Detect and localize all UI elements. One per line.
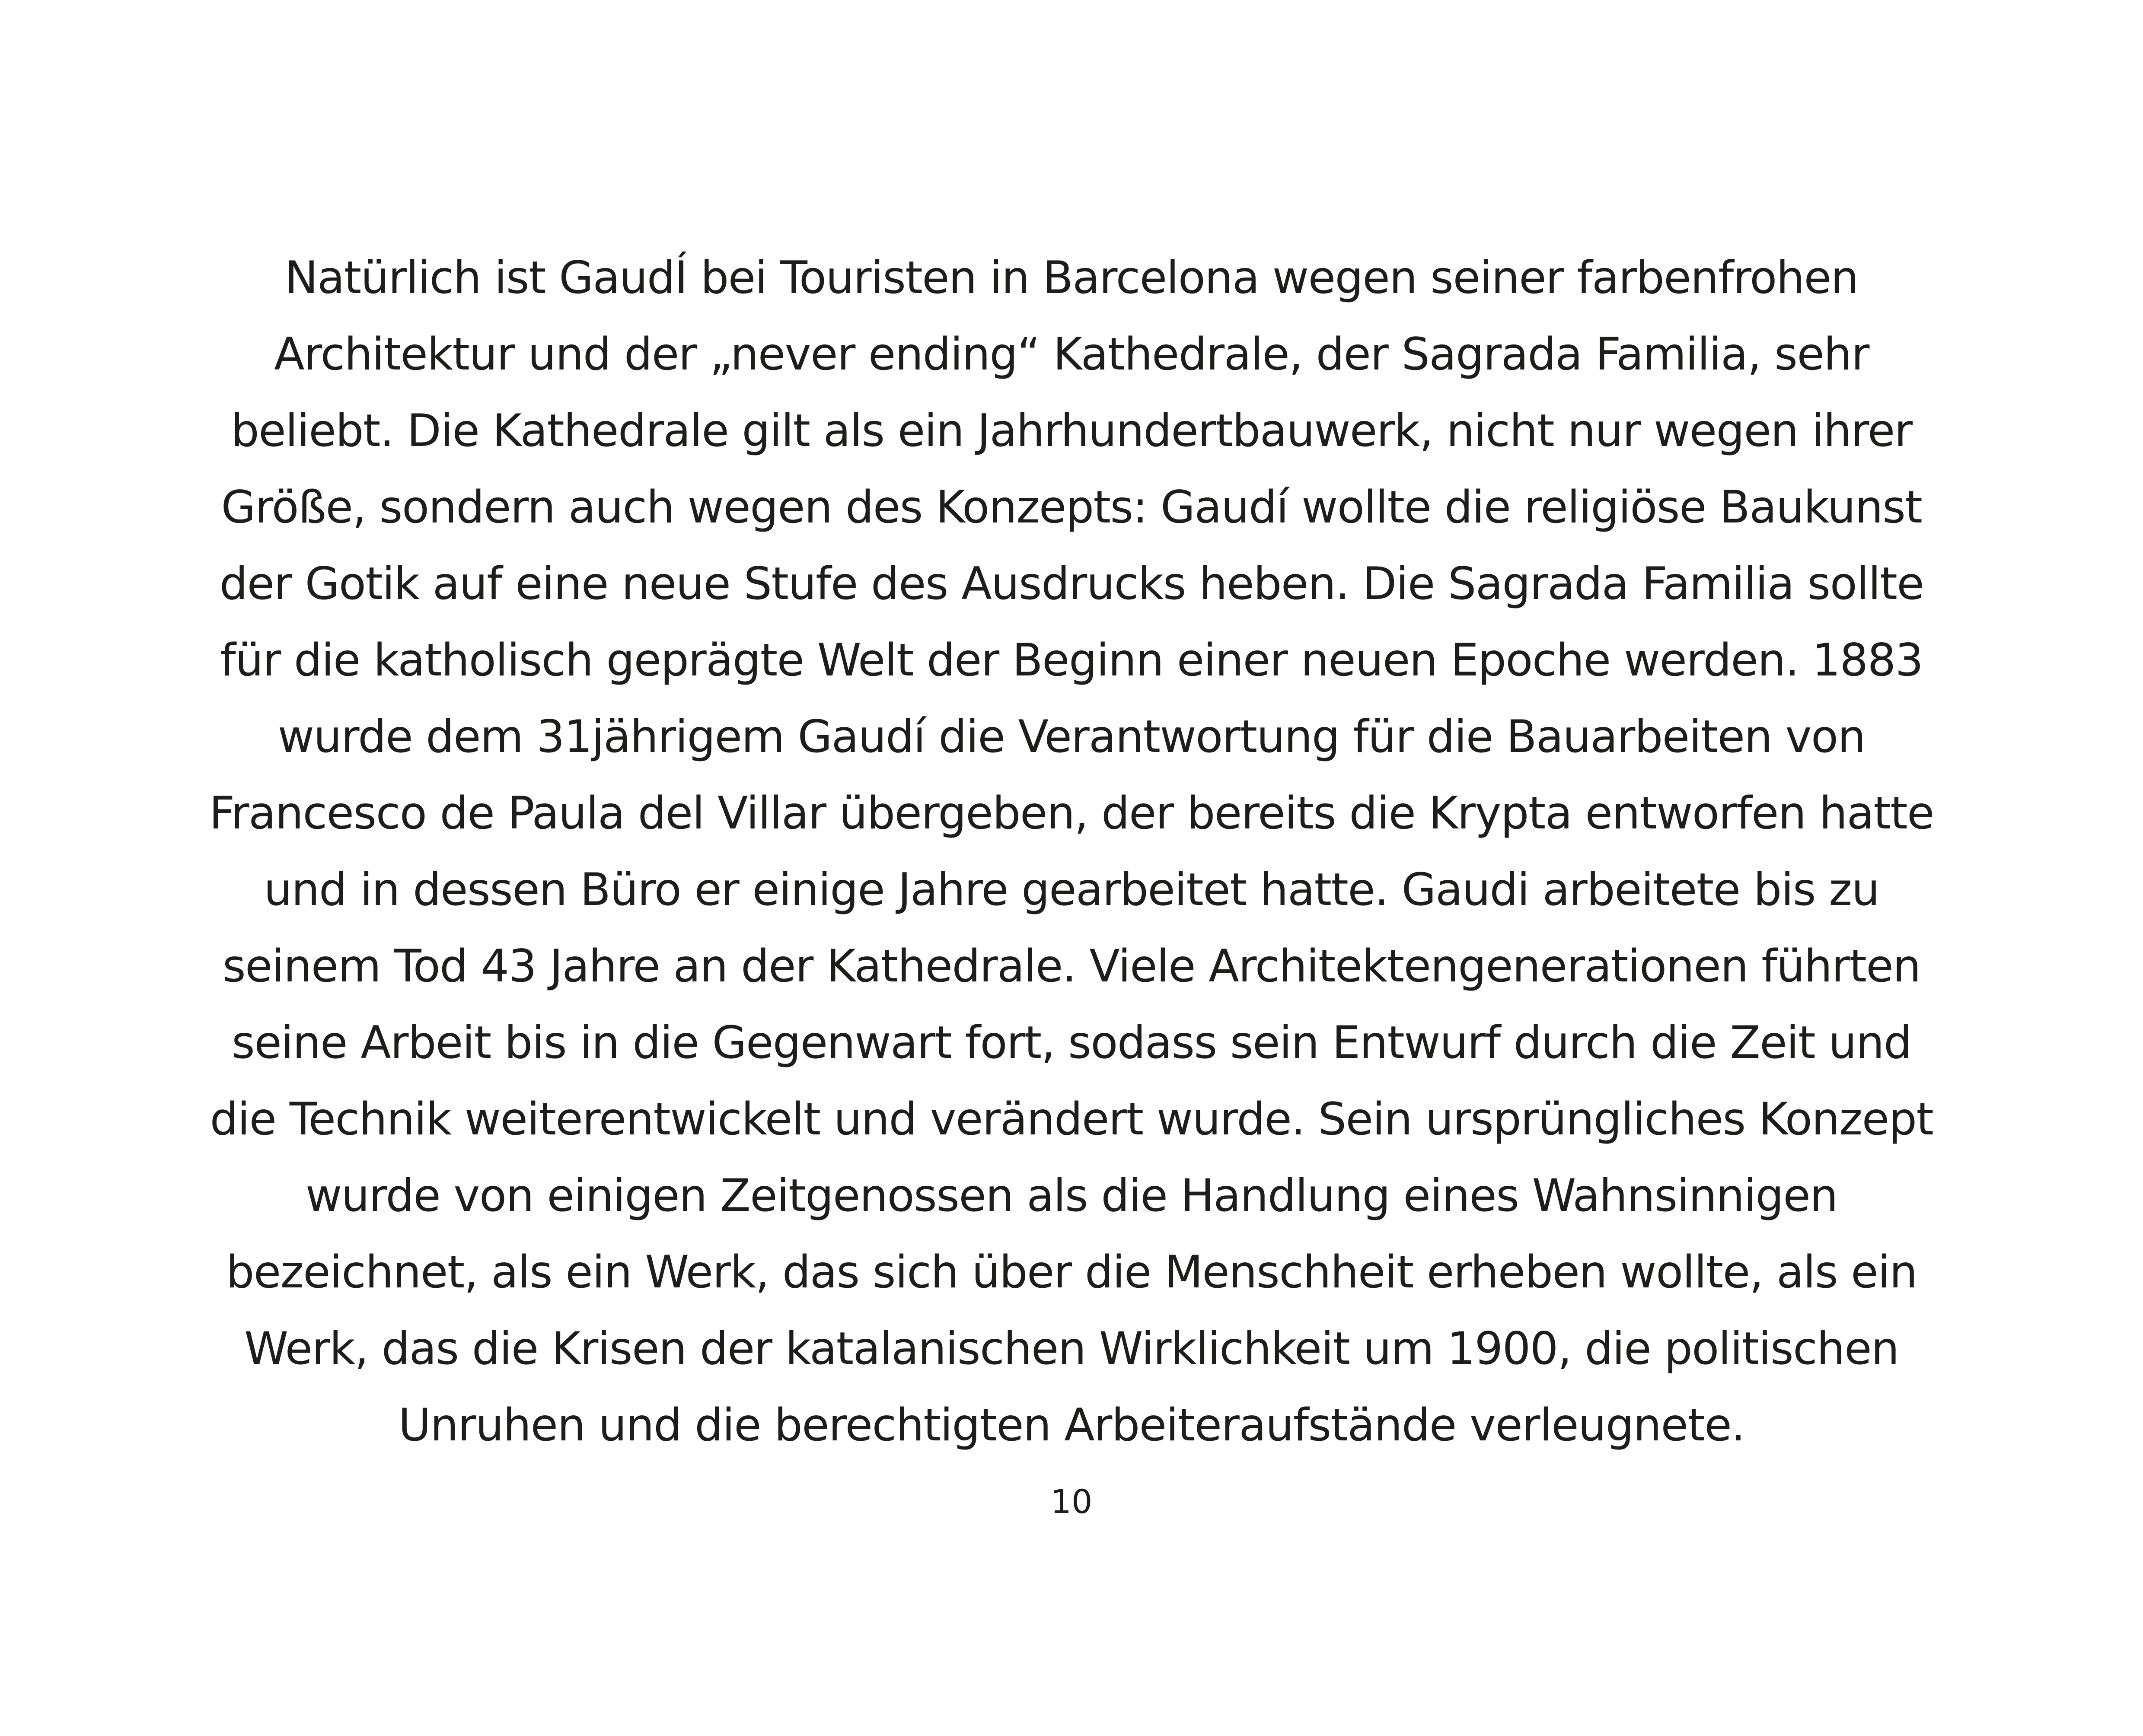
text-line: die Technik weiterentwickelt und verändert wurde. Sein ursprüngliches Konzept [210,1093,1933,1145]
text-line: Größe, sondern auch wegen des Konzepts: Gaudí wollte die religiöse Baukunst [221,481,1922,533]
text-line: für die katholisch geprägte Welt der Beginn einer neuen Epoche werden. 1883 [220,634,1923,686]
text-line: wurde von einigen Zeitgenossen als die Handlung eines Wahnsinnigen [305,1170,1838,1222]
body-paragraph [86,240,2057,1464]
text-line: wurde dem 31jährigem Gaudí die Verantwortung für die Bauarbeiten von [277,711,1866,763]
text-line: und in dessen Büro er einige Jahre gearbeitet hatte. Gaudi arbeitete bis zu [264,864,1879,916]
text-line: seine Arbeit bis in die Gegenwart fort, sodass sein Entwurf durch die Zeit und [232,1017,1911,1069]
text-line: beliebt. Die Kathedrale gilt als ein Jahrhundertbauwerk, nicht nur wegen ihrer [231,405,1912,457]
text-line: Francesco de Paula del Villar übergeben, der bereits die Krypta entworfen hatte [209,787,1934,839]
text-line: der Gotik auf eine neue Stufe des Ausdrucks heben. Die Sagrada Familia sollte [219,558,1924,610]
page-number: 10 [1050,1482,1093,1521]
text-line: Werk, das die Krisen der katalanischen Wirklichkeit um 1900, die politischen [244,1323,1899,1375]
text-line: bezeichnet, als ein Werk, das sich über die Menschheit erheben wollte, als ein [226,1246,1917,1298]
text-line: Architektur und der „never ending“ Kathedrale, der Sagrada Familia, sehr [274,328,1869,380]
text-line: seinem Tod 43 Jahre an der Kathedrale. Viele Architektengenerationen führten [222,940,1921,992]
text-line: Natürlich ist GaudÍ bei Touristen in Barcelona wegen seiner farbenfrohen [284,252,1859,304]
text-line: Unruhen und die berechtigten Arbeiteraufstände verleugnete. [398,1399,1745,1451]
